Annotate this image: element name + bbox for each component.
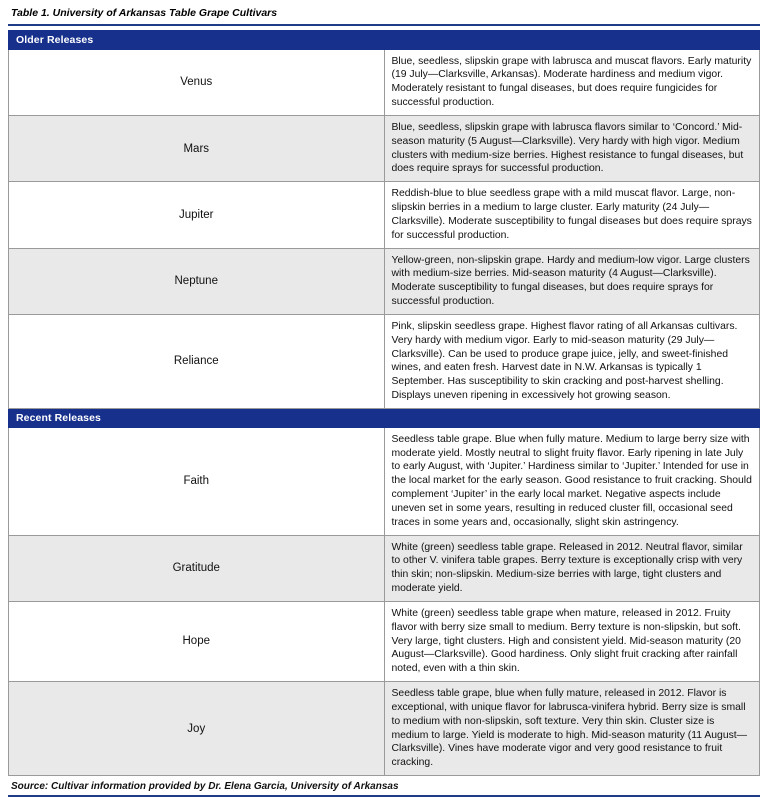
- cultivar-description: Blue, seedless, slipskin grape with labrusca flavors similar to ‘Concord.’ Mid-season maturity (5 August—Clarksville). Very hardy with high vigor. Medium clusters with medium-size berries. Highest resistance to fungal diseases, but does require sprays for successful production.: [384, 115, 760, 181]
- cultivar-name: Joy: [9, 682, 385, 776]
- cultivar-description: Pink, slipskin seedless grape. Highest flavor rating of all Arkansas cultivars. Very hardy with medium vigor. Early to mid-season maturity (29 July—Clarksville). Can be used to produce grape juice, jelly, and sweet-finished wines, and eaten fresh. Harvest date in N.W. Arkansas is typically 1 September. Has susceptibility to skin cracking and post-harvest shelling. Displays uneven ripening in excessively hot growing season.: [384, 314, 760, 408]
- cultivar-description: Seedless table grape, blue when fully mature, released in 2012. Flavor is exceptional, with unique flavor for labrusca-vinifera hybrid. Berry size is small to medium with non-slipskin, soft texture. Very thin skin. Cluster size is medium to large. Yield is moderate to high. Mid-season maturity (11 August—Clarksville). Vines have moderate vigor and very good resistance to fruit cracking.: [384, 682, 760, 776]
- cultivar-description: Yellow-green, non-slipskin grape. Hardy and medium-low vigor. Large clusters with medium-size berries. Mid-season maturity (4 August—Clarksville). Moderate susceptibility to fungal diseases, but does require sprays for successful production.: [384, 248, 760, 314]
- top-rule: [8, 24, 760, 26]
- cultivar-name: Hope: [9, 601, 385, 681]
- cultivar-name: Mars: [9, 115, 385, 181]
- table-row: [9, 182, 760, 248]
- table-row: [9, 535, 760, 601]
- cultivar-name: Venus: [9, 49, 385, 115]
- section-header-row: [9, 408, 760, 427]
- table-row: [9, 427, 760, 535]
- cultivar-name: Gratitude: [9, 535, 385, 601]
- source-note: Source: Cultivar information provided by Dr. Elena Garcia, University of Arkansas: [11, 781, 399, 793]
- table-caption: Table 1. University of Arkansas Table Grape Cultivars: [11, 7, 278, 19]
- section-header-recent: Recent Releases: [9, 408, 760, 427]
- cultivar-name: Faith: [9, 427, 385, 535]
- table-row: [9, 601, 760, 681]
- cultivar-description: Blue, seedless, slipskin grape with labrusca and muscat flavors. Early maturity (19 July—Clarksville, Arkansas). Moderate hardiness and medium vigor. Moderately resistant to fungal diseases, but does require fungicides for successful production.: [384, 49, 760, 115]
- section-header-row: [9, 30, 760, 49]
- table-row: [9, 314, 760, 408]
- cultivar-name: Neptune: [9, 248, 385, 314]
- section-header-older: Older Releases: [9, 30, 760, 49]
- table-row: [9, 682, 760, 776]
- table-body: [9, 30, 760, 775]
- cultivar-description: Seedless table grape. Blue when fully mature. Medium to large berry size with moderate yield. Mostly neutral to slight fruity flavor. Early ripening in late July to early August, with ‘Jupiter.’ Hardiness similar to ‘Jupiter.’ Intended for use in the local market for the early season. Good resistance to fruit cracking. Should complement ‘Jupiter’ in the early local market. Negative aspects include uneven set in some years, resulting in reduced cluster fill, occasional seed traces in some years and, occasionally, slight skin astringency.: [384, 427, 760, 535]
- cultivar-table: [8, 30, 760, 776]
- cultivar-description: White (green) seedless table grape. Released in 2012. Neutral flavor, similar to other V. vinifera table grapes. Berry texture is exceptionally crisp with very thin skin; non-slipskin. Medium-size berries with large, tight clusters and moderate yield.: [384, 535, 760, 601]
- cultivar-name: Reliance: [9, 314, 385, 408]
- table-row: [9, 248, 760, 314]
- table-row: [9, 49, 760, 115]
- table-row: [9, 115, 760, 181]
- cultivar-description: Reddish-blue to blue seedless grape with a mild muscat flavor. Large, non-slipskin berries in a medium to large cluster. Early maturity (24 July—Clarksville). Moderate susceptibility to fungal diseases but does require sprays for successful production.: [384, 182, 760, 248]
- cultivar-description: White (green) seedless table grape when mature, released in 2012. Fruity flavor with berry size small to medium. Berry texture is non-slipskin, but soft. Very large, tight clusters. High and consistent yield. Mid-season maturity (20 August—Clarksville). Good hardiness. Only slight fruit cracking after rainfall noted, even with a thin skin.: [384, 601, 760, 681]
- cultivar-name: Jupiter: [9, 182, 385, 248]
